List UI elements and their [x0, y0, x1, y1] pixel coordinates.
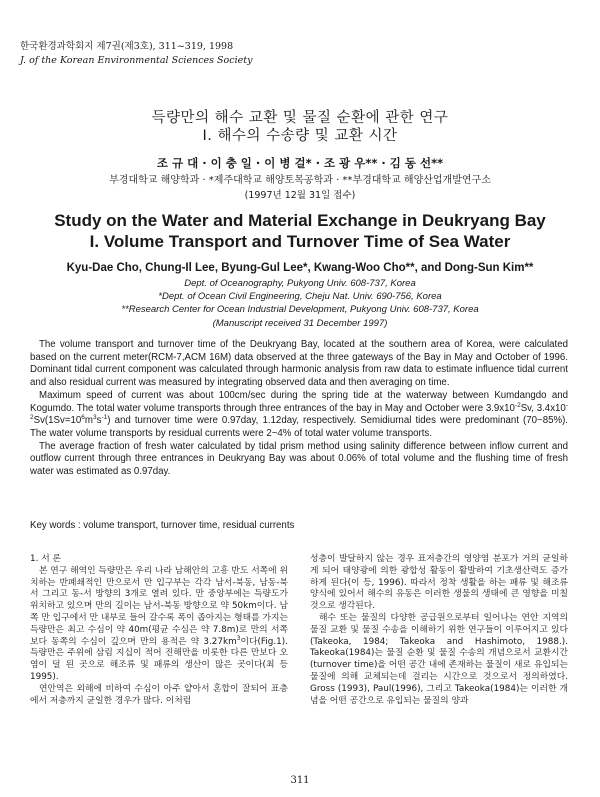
korean-affiliations: 부경대학교 해양학과 · *제주대학교 해양토목공학과 · **부경대학교 해양산업개발연구소 — [109, 175, 491, 186]
english-title-line1: Study on the Water and Material Exchange in Deukryang Bay — [54, 211, 546, 230]
abstract-text: m — [84, 415, 93, 427]
body-column-left — [30, 554, 288, 707]
affiliation-line: Dept. of Oceanography, Pukyong Univ. 608-737, Korea — [184, 278, 416, 289]
abstract-text: Sv(1Sv=10 — [33, 415, 82, 427]
superscript: 3 — [93, 413, 97, 421]
section-heading-introduction: 1. 서 론 — [30, 554, 61, 564]
korean-received-date: (1997년 12월 31일 접수) — [244, 190, 356, 201]
body-paragraph — [30, 566, 288, 684]
body-paragraph: 성층이 발달하지 않는 경우 표저층간의 영양염 분포가 거의 균일하게 되어 태양광에 의한 광합성 활동이 활발하여 기초생산력도 증가하게 된다(이 등, 1996). 따라서 정착 생활을 하는 패류 및 해조류 양식에 있어서 해수의 유동은 이러한 생물의 생태에 큰 영향을 미칠 것으로 생각된다. — [310, 554, 568, 612]
journal-name-en: J. of the Korean Environmental Sciences Society — [20, 55, 253, 66]
abstract — [30, 339, 568, 479]
journal-header — [20, 40, 252, 68]
abstract-text: Maximum speed of current was about 100cm/sec during the spring tide at the waterway between Kumdangdo and Kogumdo. The total water volume transports through three entrances of the bay in May and October were 3.9x10 — [30, 389, 568, 414]
english-authors: Kyu-Dae Cho, Chung-Il Lee, Byung-Gul Lee*, Kwang-Woo Cho**, and Dong-Sun Kim** — [66, 262, 534, 274]
affiliation-line: **Research Center for Ocean Industrial Development, Pukyong Univ. 608-737, Korea — [121, 304, 479, 316]
superscript: -2 — [30, 401, 568, 421]
english-affiliations — [0, 277, 600, 330]
abstract-paragraph-1: The volume transport and turnover time of the Deukryang Bay, located at the southern area of Korea, were calculated based on the current meter(RCM-7,ACM 16M) data observed at the three gateways of the Bay in May and October of 1996. Dominant tidal current component was calculated through harmonic analysis from raw data to estimate influence tidal current and also residual current was measured by integrating observed data and then averaging on time. — [30, 339, 568, 389]
affiliation-line: *Dept. of Ocean Civil Engineering, Cheju Nat. Univ. 690-756, Korea — [158, 291, 442, 303]
body-paragraph: 해수 또는 물질의 다양한 공급원으로부터 일어나는 연안 지역의 물질 교환 및 물질 수송을 이해하기 위한 연구들이 이루어지고 있다(Takeoka, 1984; Takeoka and Hashimoto, 1988.). Takeoka(1984)는 물질 순환 및 물질 수송의 개념으로서 교환시간(turnover time)을 어떤 공간 내에 존재하는 물질이 새로 유입되는 물질에 의해 교체되는데 걸리는 시간으로 것으로서 정의하였다. Gross (1993), Paul(1996), 그리고 Takeoka(1984)는 이러한 개념을 어떤 공간으로 유입되는 물질의 양과 — [310, 612, 568, 706]
body-column-right — [310, 554, 568, 707]
superscript: 3 — [236, 634, 241, 642]
manuscript-received: (Manuscript received 31 December 1997) — [212, 317, 388, 329]
korean-title-line2: I. 해수의 수송량 및 교환 시간 — [202, 128, 398, 144]
superscript: 6 — [81, 413, 85, 421]
abstract-text: Sv, 3.4x10 — [520, 402, 566, 414]
keywords: Key words : volume transport, turnover time, residual currents — [30, 520, 295, 531]
abstract-text: ) and turnover time were 0.97day, 1.12day, respectively. Semidiurnal tides were predominant (70~85%). The water volume transports by residual currents were 2~4% of total water volume transports. — [30, 415, 568, 439]
korean-authors: 조 규 대 · 이 충 일 · 이 병 걸* · 조 광 우** · 김 동 선** — [156, 156, 444, 170]
abstract-paragraph-3: The average fraction of fresh water calculated by tidal prism method using salinity difference between inflow current and outflow current through three entrances in Deukryang Bay was about 0.06% of total volume and the flushing time of fresh water was estimated as 0.97day. — [30, 440, 568, 478]
abstract-paragraph-2 — [30, 390, 568, 441]
superscript: -2 — [514, 401, 521, 409]
page-number: 311 — [290, 775, 310, 786]
superscript: -1 — [101, 413, 108, 421]
abstract-text: s — [96, 415, 102, 427]
journal-citation-ko: 한국환경과학회지 제7권(제3호), 311~319, 1998 — [20, 41, 234, 52]
body-text: 본 연구 해역인 득량만은 우리 나라 남해안의 고흥 반도 서쪽에 위치하는 반폐쇄적인 만으로서 만 입구부는 각각 남서-북동, 남동-북서 그리고 동-서 방향의 3개로 열려 있다. 만 중앙부에는 득량도가 위치하고 있으며 만의 길이는 남서-북동 방향으로 약 50km이다. 남쪽 만 입구에서 만 내부로 들어 갈수록 폭이 좁아지는 형태를 가지는 득량만은 최고 수심이 약 40m(평균 수심은 약 7.8m)로 만의 서쪽 보다 동쪽의 수심이 깊으며 만의 용적은 약 3.27km — [30, 565, 288, 647]
korean-title-line1: 득량만의 해수 교환 및 물질 순환에 관한 연구 — [151, 110, 449, 126]
body-paragraph: 연안역은 외해에 비하여 수심이 아주 얕아서 혼합이 잘되어 표층에서 저층까지 균일한 경우가 많다. 이처럼 — [30, 683, 288, 706]
english-title-line2: I. Volume Transport and Turnover Time of Sea Water — [89, 232, 511, 251]
body-text: 이다(Fig.1). 득량만은 주위에 삼림 지십이 적어 진해만을 비롯한 다른 만보다 오염이 덜 된 곳으로 해조류 및 패류의 생산이 많은 곳이다(최 등 1995). — [30, 636, 288, 682]
